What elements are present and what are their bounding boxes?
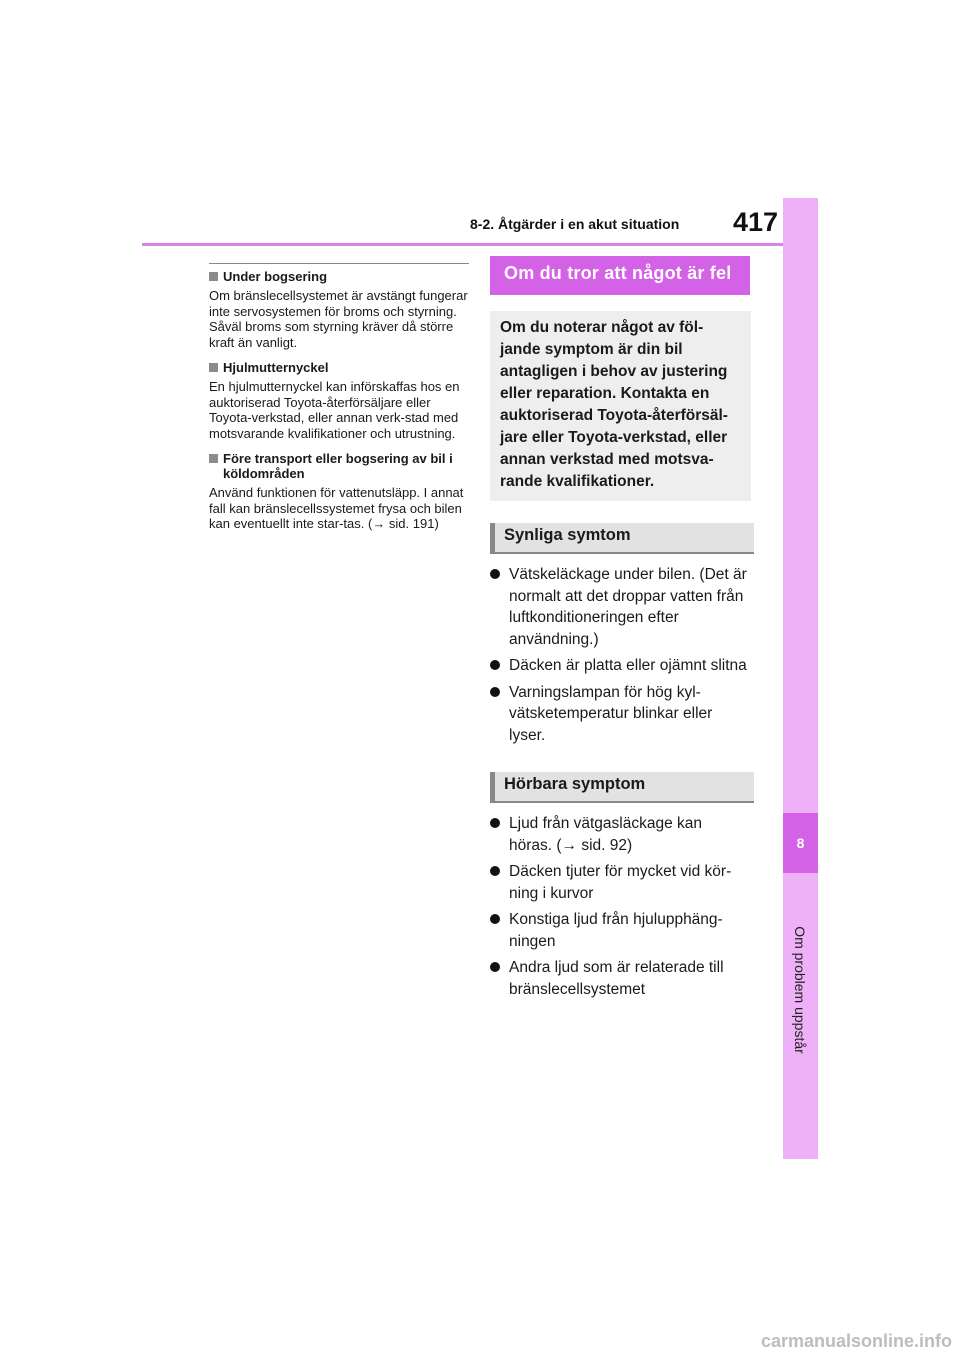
list-item bbox=[490, 861, 749, 904]
subsection-body bbox=[209, 485, 469, 532]
subsection-heading-text: Under bogsering bbox=[223, 269, 328, 284]
list-item-text: Vätskeläckage under bilen. (Det är normalt att det droppar vatten från luftkonditioneringen efter användning.) bbox=[509, 566, 747, 648]
subsection-body-text: Använd funktionen för vattenutsläpp. I annat fall kan bränslecellssystemet frysa och bilen kan eventuellt inte star-tas. (→ sid. 191) bbox=[209, 485, 464, 531]
subsection-heading-text: Hjulmutternyckel bbox=[223, 360, 329, 375]
bullet-icon bbox=[490, 687, 500, 697]
subsection-body: Om bränslecellsystemet är avstängt fungerar inte servosystemen för broms och styrning. Såväl broms som styrning kräver då större kraft än vanligt. bbox=[209, 288, 468, 350]
subsection-body: En hjulmutternyckel kan införskaffas hos en auktoriserad Toyota-återförsäljare eller Toyota-verkstad, eller annan verk-stad med motsvarande kvalifikationer och utrustning. bbox=[209, 379, 460, 441]
list-item bbox=[490, 957, 749, 1000]
subsection-rule bbox=[209, 263, 469, 264]
side-tab-chapter-number: 8 bbox=[783, 813, 818, 873]
list-item-text: Däcken tjuter för mycket vid kör-ning i kurvor bbox=[509, 863, 732, 902]
list-item-text: Varningslampan för hög kyl-vätsketemperatur blinkar eller lyser. bbox=[509, 683, 713, 744]
visible-symptoms-list bbox=[490, 564, 750, 746]
bullet-icon bbox=[490, 914, 500, 924]
side-tab-label: Om problem uppstår bbox=[792, 926, 808, 1054]
intro-box: Om du noterar något av föl-jande symptom är din bil antagligen i behov av justering eller reparation. Kontakta en auktoriserad Toyota-återförsäl-jare eller Toyota-verkstad, eller annan verkstad med motsva-rande kvalifikationer. bbox=[490, 311, 751, 501]
page-number: 417 bbox=[733, 207, 779, 237]
list-item-text: Andra ljud som är relaterade till bränslecellsystemet bbox=[509, 959, 724, 998]
bullet-icon bbox=[490, 866, 500, 876]
bullet-icon bbox=[490, 660, 500, 670]
list-item-text: Ljud från vätgasläckage kan höras. (→ sid. 92) bbox=[509, 815, 703, 854]
list-item-text: Däcken är platta eller ojämnt slitna bbox=[509, 657, 747, 674]
square-bullet-icon bbox=[209, 363, 218, 372]
audible-symptoms-heading: Hörbara symptom bbox=[490, 772, 754, 803]
bullet-icon bbox=[490, 569, 500, 579]
bullet-icon bbox=[490, 818, 500, 828]
list-item bbox=[490, 655, 749, 677]
subsection-heading bbox=[209, 360, 469, 375]
square-bullet-icon bbox=[209, 272, 218, 281]
subsection-heading bbox=[209, 451, 469, 481]
list-item bbox=[490, 909, 749, 952]
header-rule bbox=[142, 243, 783, 246]
right-column bbox=[490, 256, 750, 1005]
square-bullet-icon bbox=[209, 454, 218, 463]
bullet-icon bbox=[490, 962, 500, 972]
audible-symptoms-list bbox=[490, 813, 750, 1000]
subsection-heading bbox=[209, 269, 469, 284]
list-item bbox=[490, 564, 749, 650]
header-section: 8-2. Åtgärder i en akut situation bbox=[470, 216, 680, 232]
list-item bbox=[490, 813, 749, 856]
section-title: Om du tror att något är fel bbox=[490, 256, 750, 295]
left-column bbox=[209, 263, 469, 542]
visible-symptoms-heading: Synliga symtom bbox=[490, 523, 754, 554]
list-item bbox=[490, 682, 749, 747]
watermark: carmanualsonline.info bbox=[760, 1331, 952, 1351]
list-item-text: Konstiga ljud från hjulupphäng-ningen bbox=[509, 911, 723, 950]
subsection-heading-text: Före transport eller bogsering av bil i köldområden bbox=[223, 451, 453, 481]
